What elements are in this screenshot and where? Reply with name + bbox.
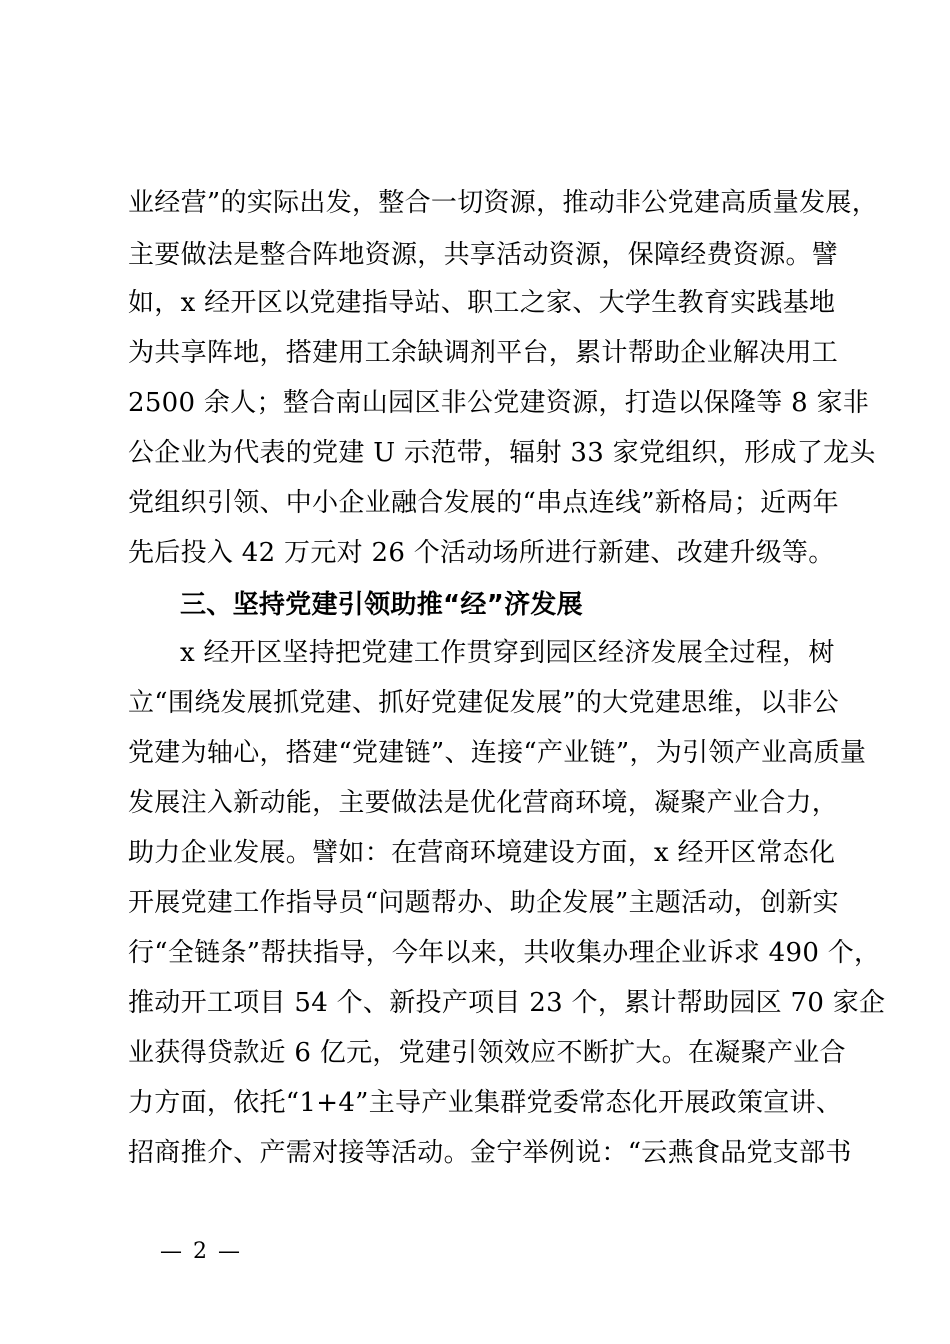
paragraph-2-line-4: 发展注入新动能，主要做法是优化营商环境，凝聚产业合力，	[128, 788, 839, 818]
paragraph-2-line-7: 行“全链条”帮扶指导，今年以来，共收集办理企业诉求 490 个，	[128, 938, 881, 968]
paragraph-2-line-8: 推动开工项目 54 个、新投产项目 23 个，累计帮助园区 70 家企	[128, 988, 886, 1018]
section-heading: 三、坚持党建引领助推“经”济发展	[180, 590, 583, 620]
paragraph-1-line-2: 主要做法是整合阵地资源，共享活动资源，保障经费资源。譬	[128, 240, 839, 270]
paragraph-1-line-1: 业经营”的实际出发，整合一切资源，推动非公党建高质量发展，	[128, 188, 878, 218]
paragraph-2-line-11: 招商推介、产需对接等活动。金宁举例说：“云燕食品党支部书	[128, 1138, 852, 1168]
paragraph-1-line-5: 2500 余人；整合南山园区非公党建资源，打造以保隆等 8 家非	[128, 388, 870, 418]
paragraph-2-line-6: 开展党建工作指导员“问题帮办、助企发展”主题活动，创新实	[128, 888, 839, 918]
paragraph-2-line-2: 立“围绕发展抓党建、抓好党建促发展”的大党建思维，以非公	[128, 688, 839, 718]
paragraph-2-line-9: 业获得贷款近 6 亿元，党建引领效应不断扩大。在凝聚产业合	[128, 1038, 846, 1068]
paragraph-1-line-8: 先后投入 42 万元对 26 个活动场所进行新建、改建升级等。	[128, 538, 835, 568]
paragraph-2-line-5: 助力企业发展。譬如：在营商环境建设方面，x 经开区常态化	[128, 838, 836, 868]
paragraph-2-line-3: 党建为轴心，搭建“党建链”、连接“产业链”，为引领产业高质量	[128, 738, 867, 768]
paragraph-1-line-7: 党组织引领、中小企业融合发展的“串点连线”新格局；近两年	[128, 488, 839, 518]
paragraph-2-line-10: 力方面，依托“1+4”主导产业集群党委常态化开展政策宣讲、	[128, 1088, 843, 1118]
paragraph-1-line-4: 为共享阵地，搭建用工余缺调剂平台，累计帮助企业解决用工	[128, 338, 839, 368]
paragraph-1-line-6: 公企业为代表的党建 U 示范带，辐射 33 家党组织，形成了龙头	[128, 438, 876, 468]
page-number: — 2 —	[160, 1239, 242, 1264]
paragraph-1-line-3: 如，x 经开区以党建指导站、职工之家、大学生教育实践基地	[128, 288, 836, 318]
paragraph-2-line-1: x 经开区坚持把党建工作贯穿到园区经济发展全过程，树	[180, 638, 835, 668]
